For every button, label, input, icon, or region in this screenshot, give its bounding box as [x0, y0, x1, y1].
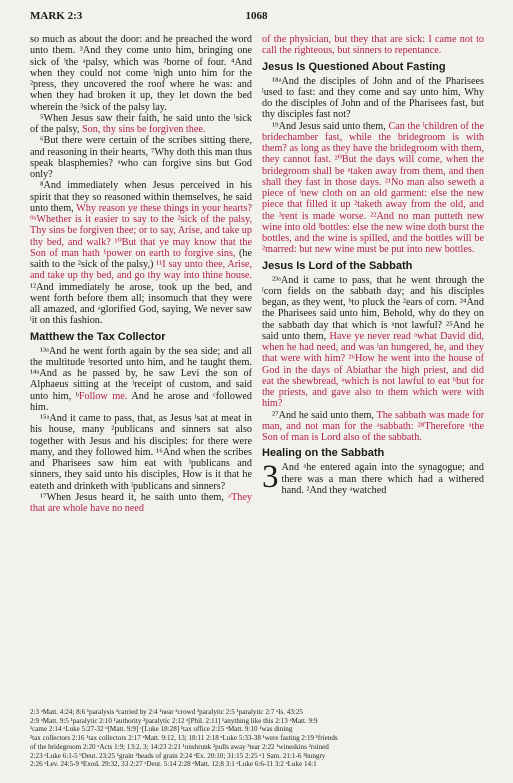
- footnote-line: 2:26 ᵃLev. 24:5-9 ᵇExod. 29:32, 33 2:27 ᵃDeut. 5:14 2:28 ᵃMatt. 12:8 3:1 ᵃLuke 6:6-11 3:2 ᵃLuke 14:1: [30, 760, 317, 769]
- verse-paragraph: ⁶But there were certain of the scribes sitting there, and reasoning in their hearts, ⁷Why doth this man thus speak blasphemies? ᵃwho can forgive sins but God only?: [30, 135, 252, 180]
- verse-text: ²³ᵃAnd it came to pass, that he went through the ˡcorn fields on the sabbath day; and his disciples began, as they went, ᵇto pluck the ²ears of corn. ²⁴And the Pharisees said unto him, Behold, why do they on the sabbath day that which is ᵃnot lawful? ²⁵And he said unto them,: [262, 274, 484, 342]
- chapter-reference: MARK 2:3: [30, 10, 83, 22]
- footnote-line: 2:3 ᵃMatt. 4:24; 8:6 ¹paralysis ²carried by 2:4 ¹near ²crowd ³paralytic 2:5 ¹paralytic 2:7 ᵃIs. 43:25: [30, 708, 303, 716]
- footnote-line: ¹came 2:14 ᵃLuke 5:27-32 ᵇ[Matt. 9:9] ᶜ[Luke 18:28] ¹tax office 2:15 ᵃMatt. 9:10 ¹was dining: [30, 725, 293, 734]
- verse-paragraph: [30, 113, 252, 136]
- verse-text: ²⁷And he said unto them,: [272, 409, 377, 421]
- footnote-line: 2:23 ᵃLuke 6:1-5 ᵇDeut. 23:25 ¹grain ²heads of grain 2:24 ᵃEx. 20:10; 31:15 2:25 ᵃ1 Sam. 21:1-6 ¹hungry: [30, 751, 326, 760]
- verse-text: ⁵When Jesus saw their faith, he said unto the ˡsick of the palsy,: [30, 112, 252, 135]
- verse-text: ¹²And immediately he arose, took up the bed, and went forth before them all; insomuch that they were all amazed, and ᵃglorified God, saying, We never saw ˡit on this fashion.: [30, 281, 252, 327]
- verse-text: ¹⁹And Jesus said unto them,: [272, 120, 389, 132]
- right-column: [262, 34, 484, 496]
- verse-text: ⁸And immediately when Jesus perceived in his spirit that they so reasoned within themselves, he said unto them,: [30, 180, 252, 214]
- verse-text: (he saith to the ²sick of the palsy,): [30, 247, 252, 270]
- verse-text: And he arose and ᶜfollowed him.: [30, 390, 252, 413]
- page-header: [30, 10, 483, 24]
- section-heading: Matthew the Tax Collector: [30, 330, 166, 343]
- section-heading: Jesus Is Lord of the Sabbath: [262, 259, 413, 272]
- words-of-jesus: Why reason ye these things in your hearts? ⁹ᵃWhether is it easier to say to the ²sick of the palsy, Thy sins be forgiven thee; or to say, Arise, and take up thy bed, and walk? ¹⁰But that ye may know that the Son of man hath ¹power on earth to forgive sins,: [30, 202, 252, 259]
- verse-paragraph: [262, 275, 484, 410]
- verse-text: ¹³ᵃAnd he went forth again by the sea side; and all the multitude ˡresorted unto him, and he taught them. ¹⁴ᵃAnd as he passed by, he saw Levi the son of Alphaeus sitting at the ˡreceipt of custom, and said unto him, ᵇ: [30, 345, 252, 402]
- footnotes: [30, 708, 483, 769]
- verse-paragraph: [262, 121, 484, 256]
- verse-text: And ᵃhe entered again into the synagogue; and there was a man there which had a withered hand. ²And they ᵃwatched: [281, 462, 484, 496]
- verse-paragraph: [30, 346, 252, 414]
- verse-text: ¹⁷When Jesus heard it, he saith unto them,: [40, 491, 229, 503]
- words-of-jesus: Follow me.: [78, 390, 128, 402]
- chapter-number: 3: [262, 459, 279, 496]
- verse-paragraph: [262, 34, 484, 57]
- words-of-jesus: Can the ˡchildren of the bridechamber fast, while the bridegroom is with them? as long as they have the bridegroom with them, they cannot fast. ²⁰But the days will come, when the bridegroom shall be ᵃtaken away from them, and then shall they fast in those days. ²¹No man also seweth a piece of ˡnew cloth on an old garment: else the new piece that filled it up ²taketh away from the old, and the ³rent is made worse. ²²And no man putteth new wine into old ˡbottles: else the new wine doth burst the bottles, and the wine is spilled, and the bottles will be ²marred: but new wine must be put into new bottles.: [262, 120, 484, 256]
- words-of-jesus: of the physician, but they that are sick: I came not to call the righteous, but sinners to repentance.: [262, 34, 484, 57]
- verse-paragraph: [262, 410, 484, 444]
- verse-paragraph: [30, 180, 252, 326]
- section-heading: Healing on the Sabbath: [262, 447, 385, 460]
- words-of-jesus: Son, thy sins be forgiven thee.: [81, 124, 206, 135]
- verse-paragraph: ¹⁸ᵃAnd the disciples of John and of the Pharisees ˡused to fast: and they come and say unto him, Why do the disciples of John and of the Pharisees fast, but thy disciples fast not?: [262, 75, 484, 121]
- section-heading: Jesus Is Questioned About Fasting: [262, 60, 446, 73]
- verse-paragraph: [30, 492, 252, 515]
- page-number: 1068: [245, 10, 268, 22]
- words-of-jesus: Have ye never read ᵃwhat David did, when he had need, and was ˡan hungered, he, and they that were with him? ²⁶How he went into the house of God in the days of Abiathar the high priest, and did eat the shewbread, ᵃwhich is not lawful to eat ᵇbut for the priests, and gave also to them which were with him?: [262, 330, 484, 410]
- words-of-jesus: ᵃThey that are whole have no need: [30, 491, 252, 514]
- verse-paragraph: ¹⁵ᵃAnd it came to pass, that, as Jesus ˡsat at meat in his house, many ²publicans and sinners sat also together with Jesus and his disciples: for there were many, and they followed him. ¹⁶And when the scribes and Pharisees saw him eat with ˡpublicans and sinners, they said unto his disciples, How is it that he eateth and drinketh with ˡpublicans and sinners?: [30, 413, 252, 492]
- verse-paragraph: so much as about the door: and he preached the word unto them. ³And they come unto him, bringing one sick of ˡthe ᵃpalsy, which was ²borne of four. ⁴And when they could not come ˡnigh unto him for the ²press, they uncovered the roof where he was: and when they had broken it up, they let down the bed wherein the ³sick of the palsy lay.: [30, 34, 252, 113]
- footnote-line: ²tax collectors 2:16 ¹tax collectors 2:17 ᵃMatt. 9:12, 13; 18:11 2:18 ᵃLuke 5:33-38 ¹were fasting 2:19 ¹friends: [30, 734, 338, 743]
- footnote-line: 2:9 ᵃMatt. 9:5 ¹paralytic 2:10 ¹authority ²paralytic 2:12 ᵃ[Phil. 2:11] ¹anything like this 2:13 ᵃMatt. 9:9: [30, 716, 318, 725]
- chapter-paragraph: [262, 459, 484, 496]
- words-of-jesus: ¹¹I say unto thee, Arise, and take up thy bed, and go thy way into thine house.: [30, 259, 252, 282]
- footnote-line: of the bridegroom 2:20 ᵃActs 1:9; 13:2, 3; 14:23 2:21 ¹unshrunk ²pulls away ³tear 2:22 ¹wineskins ²ruined: [30, 742, 329, 751]
- left-column: [30, 34, 252, 514]
- words-of-jesus: The sabbath was made for man, and not man for the ᵃsabbath: ²⁸Therefore ᵃthe Son of man is Lord also of the sabbath.: [262, 409, 484, 443]
